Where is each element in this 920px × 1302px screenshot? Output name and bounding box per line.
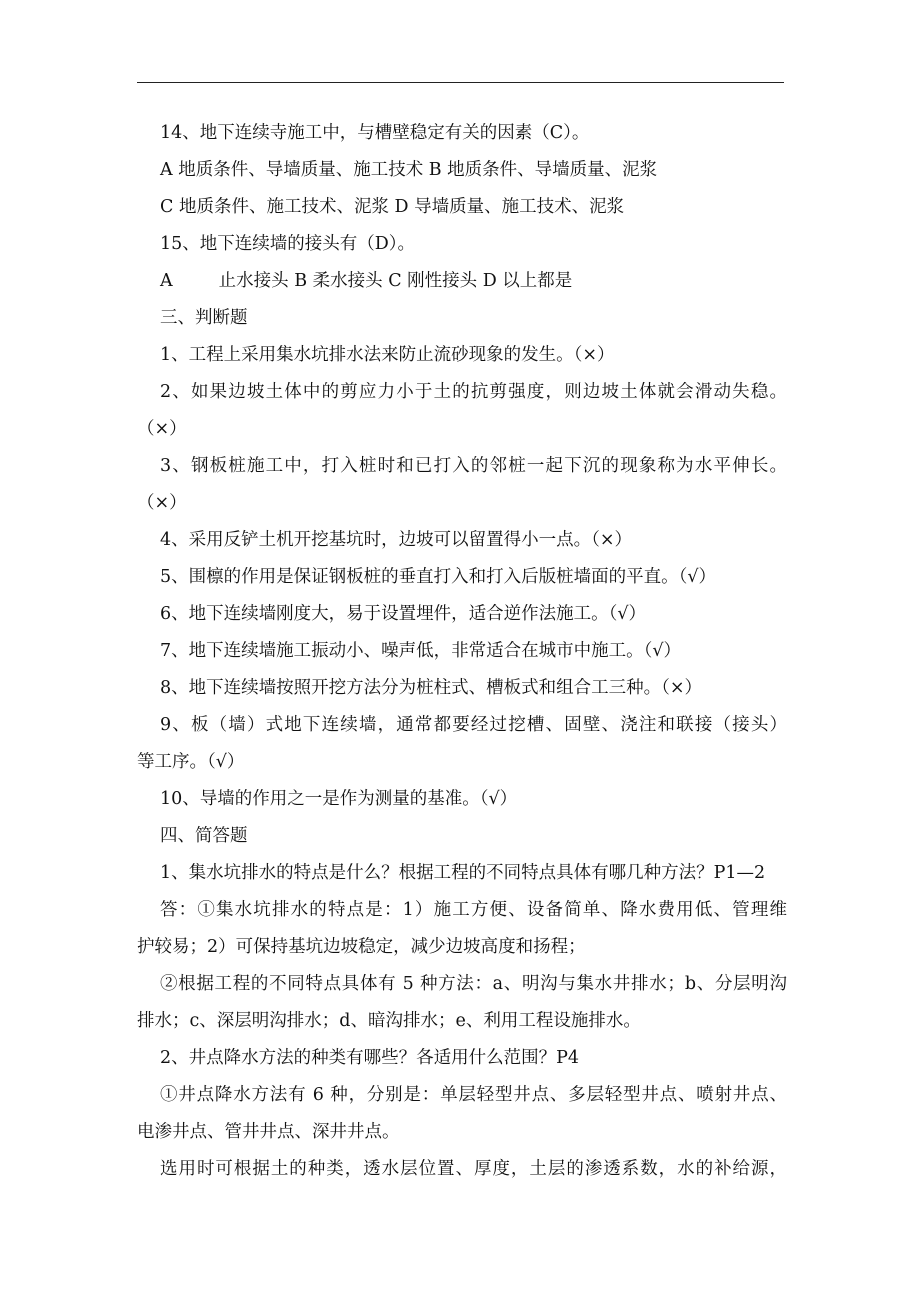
judgement-3: 3、钢板桩施工中，打入桩时和已打入的邻桩一起下沉的现象称为水平伸长。 <box>160 456 787 476</box>
option-a-letter: A <box>160 271 173 291</box>
section-heading-judgement: 三、判断题 <box>160 308 248 328</box>
short-answer-1-question: 1、集水坑排水的特点是什么？根据工程的不同特点具体有哪几种方法？P1—2 <box>160 863 766 883</box>
short-answer-1-methods-cont: 排水；c、深层明沟排水；d、暗沟排水；e、利用工程设施排水。 <box>137 1011 641 1031</box>
question-14-options-ab: A 地质条件、导墙质量、施工技术 B 地质条件、导墙质量、泥浆 <box>160 160 658 180</box>
document-body <box>137 115 787 1188</box>
judgement-9: 9、板（墙）式地下连续墙，通常都要经过挖槽、固壁、浇注和联接（接头） <box>160 715 787 735</box>
question-15-options <box>137 263 787 300</box>
judgement-10: 10、导墙的作用之一是作为测量的基准。（√） <box>160 789 518 809</box>
question-14: 14、地下连续寺施工中，与槽壁稳定有关的因素（C）。 <box>160 123 590 143</box>
short-answer-1-methods: ②根据工程的不同特点具体有 5 种方法：a、明沟与集水井排水；b、分层明沟 <box>160 974 787 994</box>
option-list: 止水接头 B 柔水接头 C 刚性接头 D 以上都是 <box>218 271 573 291</box>
section-heading-short-answer: 四、简答题 <box>160 826 248 846</box>
question-14-options-cd: C 地质条件、施工技术、泥浆 D 导墙质量、施工技术、泥浆 <box>160 197 625 217</box>
judgement-2: 2、如果边坡土体中的剪应力小于土的抗剪强度，则边坡土体就会滑动失稳。 <box>160 382 787 402</box>
judgement-4: 4、采用反铲土机开挖基坑时，边坡可以留置得小一点。（×） <box>160 530 633 550</box>
short-answer-2-answer: ①井点降水方法有 6 种，分别是：单层轻型井点、多层轻型井点、喷射井点、 <box>160 1085 787 1105</box>
judgement-1: 1、工程上采用集水坑排水法来防止流砂现象的发生。（×） <box>160 345 615 365</box>
question-15: 15、地下连续墙的接头有（D）。 <box>160 234 416 254</box>
judgement-8: 8、地下连续墙按照开挖方法分为桩柱式、槽板式和组合工三种。（×） <box>160 678 703 698</box>
short-answer-2-selection: 选用时可根据土的种类，透水层位置、厚度，土层的渗透系数，水的补给源， <box>160 1159 787 1179</box>
judgement-6: 6、地下连续墙刚度大，易于设置埋件，适合逆作法施工。（√） <box>160 604 647 624</box>
judgement-2-answer: （×） <box>137 419 187 439</box>
short-answer-2-answer-cont: 电渗井点、管井井点、深井井点。 <box>137 1122 400 1142</box>
judgement-3-answer: （×） <box>137 493 187 513</box>
judgement-7: 7、地下连续墙施工振动小、噪声低，非常适合在城市中施工。（√） <box>160 641 682 661</box>
judgement-5: 5、围檩的作用是保证钢板桩的垂直打入和打入后版桩墙面的平直。（√） <box>160 567 717 587</box>
short-answer-1-answer-cont: 护较易；2）可保持基坑边坡稳定，减少边坡高度和扬程； <box>137 937 586 957</box>
judgement-9-cont: 等工序。（√） <box>137 752 245 772</box>
short-answer-2-question: 2、井点降水方法的种类有哪些？各适用什么范围？P4 <box>160 1048 580 1068</box>
header-rule <box>137 82 784 83</box>
short-answer-1-answer: 答：①集水坑排水的特点是：1）施工方便、设备简单、降水费用低、管理维 <box>160 900 787 920</box>
